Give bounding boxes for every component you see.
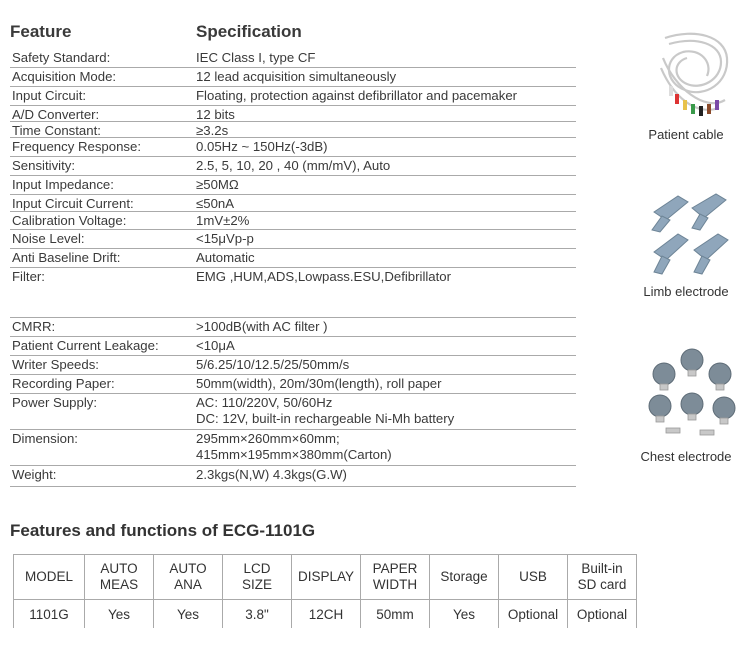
spec-value: 415mm×195mm×380mm(Carton) — [196, 447, 392, 462]
column-header-line: Built-in — [581, 561, 623, 576]
spec-row — [10, 175, 576, 195]
spec-value: 0.05Hz ~ 150Hz(-3dB) — [196, 139, 328, 154]
column-header-line: PAPER — [372, 561, 418, 576]
spec-value: 12 lead acquisition simultaneously — [196, 69, 397, 84]
column-header-line: DISPLAY — [297, 569, 355, 584]
column-header-line: WIDTH — [372, 577, 418, 592]
spec-label: Weight: — [12, 467, 57, 482]
spec-row — [10, 317, 576, 337]
column-header — [223, 555, 292, 600]
spec-label: Frequency Response: — [12, 139, 142, 154]
column-header-line: SIZE — [241, 577, 272, 592]
spec-label: Power Supply: — [12, 395, 98, 410]
spec-row — [10, 465, 576, 487]
spec-label: Safety Standard: — [12, 50, 111, 65]
spec-row — [10, 429, 576, 466]
chest-electrode-image — [646, 344, 738, 444]
spec-label: Calibration Voltage: — [12, 213, 127, 228]
spec-label: A/D Converter: — [12, 107, 100, 122]
column-header — [292, 555, 361, 600]
spec-value: DC: 12V, built-in rechargeable Ni-Mh battery — [196, 411, 455, 426]
spec-label: Recording Paper: — [12, 376, 115, 391]
column-header-line: SD card — [577, 577, 627, 592]
patient-cable-caption: Patient cable — [648, 127, 724, 142]
spec-row — [10, 105, 576, 122]
spec-row — [10, 156, 576, 176]
column-header — [14, 555, 85, 600]
table-cell: 50mm — [361, 600, 430, 629]
spec-value: 2.5, 5, 10, 20 , 40 (mm/mV), Auto — [196, 158, 391, 173]
table-cell: Yes — [85, 600, 154, 629]
spec-row — [10, 67, 576, 87]
chest-electrode-caption: Chest electrode — [640, 449, 732, 464]
table-cell: Yes — [430, 600, 499, 629]
spec-label: Dimension: — [12, 431, 78, 446]
spec-row — [10, 336, 576, 356]
column-header — [568, 555, 637, 600]
spec-row — [10, 194, 576, 212]
column-header-line: ANA — [174, 577, 202, 592]
spec-value: 2.3kgs(N,W) 4.3kgs(G.W) — [196, 467, 347, 482]
spec-row — [10, 86, 576, 106]
spec-value: Automatic — [196, 250, 255, 265]
spec-row — [10, 48, 576, 68]
spec-row — [10, 374, 576, 394]
features-section-title: Features and functions of ECG-1101G — [10, 521, 316, 540]
spec-label: Writer Speeds: — [12, 357, 99, 372]
limb-electrode-image — [648, 190, 736, 280]
spec-value: EMG ,HUM,ADS,Lowpass.ESU,Defibrillator — [196, 269, 452, 284]
column-header-line: AUTO — [169, 561, 207, 576]
spec-label: Time Constant: — [12, 123, 101, 138]
table-cell: Yes — [154, 600, 223, 629]
spec-row — [10, 267, 576, 318]
spec-value: 50mm(width), 20m/30m(length), roll paper — [196, 376, 442, 391]
column-header-line: Storage — [440, 569, 488, 584]
table-cell: 3.8" — [223, 600, 292, 629]
column-header-line: MODEL — [24, 569, 73, 584]
spec-value: AC: 110/220V, 50/60Hz — [196, 395, 333, 410]
spec-value: IEC Class I, type CF — [196, 50, 316, 65]
column-header — [499, 555, 568, 600]
spec-value: <10μA — [196, 338, 235, 353]
table-cell: Optional — [499, 600, 568, 629]
spec-value: >100dB(with AC filter ) — [196, 319, 328, 334]
spec-value: 295mm×260mm×60mm; — [196, 431, 340, 446]
spec-value: 5/6.25/10/12.5/25/50mm/s — [196, 357, 350, 372]
spec-value: ≥50MΩ — [196, 177, 239, 192]
column-header — [85, 555, 154, 600]
patient-cable-image — [655, 28, 735, 120]
table-cell: 1101G — [14, 600, 85, 629]
spec-row — [10, 137, 576, 157]
features-table — [13, 554, 637, 628]
column-header-line: MEAS — [99, 577, 139, 592]
column-header-line: AUTO — [100, 561, 138, 576]
specification-header: Specification — [196, 22, 302, 41]
spec-label: Input Circuit: — [12, 88, 87, 103]
spec-label: CMRR: — [12, 319, 56, 334]
spec-label: Input Impedance: — [12, 177, 114, 192]
table-cell: 12CH — [292, 600, 361, 629]
column-header-line: USB — [519, 569, 547, 584]
spec-label: Acquisition Mode: — [12, 69, 117, 84]
spec-label: Sensitivity: — [12, 158, 76, 173]
spec-label: Anti Baseline Drift: — [12, 250, 121, 265]
spec-row — [10, 211, 576, 230]
spec-label: Input Circuit Current: — [12, 196, 134, 211]
spec-value: ≤50nA — [196, 196, 235, 211]
spec-value: 1mV±2% — [196, 213, 250, 228]
spec-value: 12 bits — [196, 107, 235, 122]
table-cell: Optional — [568, 600, 637, 629]
spec-label: Noise Level: — [12, 231, 85, 246]
spec-label: Filter: — [12, 269, 45, 284]
spec-row — [10, 121, 576, 138]
feature-header: Feature — [10, 22, 72, 41]
spec-value: Floating, protection against defibrillator and pacemaker — [196, 88, 518, 103]
spec-value: <15μVp-p — [196, 231, 254, 246]
column-header-line: LCD — [243, 561, 271, 576]
spec-row — [10, 248, 576, 268]
spec-label: Patient Current Leakage: — [12, 338, 159, 353]
spec-row — [10, 355, 576, 375]
column-header — [430, 555, 499, 600]
limb-electrode-caption: Limb electrode — [643, 284, 729, 299]
column-header — [361, 555, 430, 600]
column-header — [154, 555, 223, 600]
spec-row — [10, 393, 576, 430]
spec-row — [10, 229, 576, 249]
spec-value: ≥3.2s — [196, 123, 229, 138]
